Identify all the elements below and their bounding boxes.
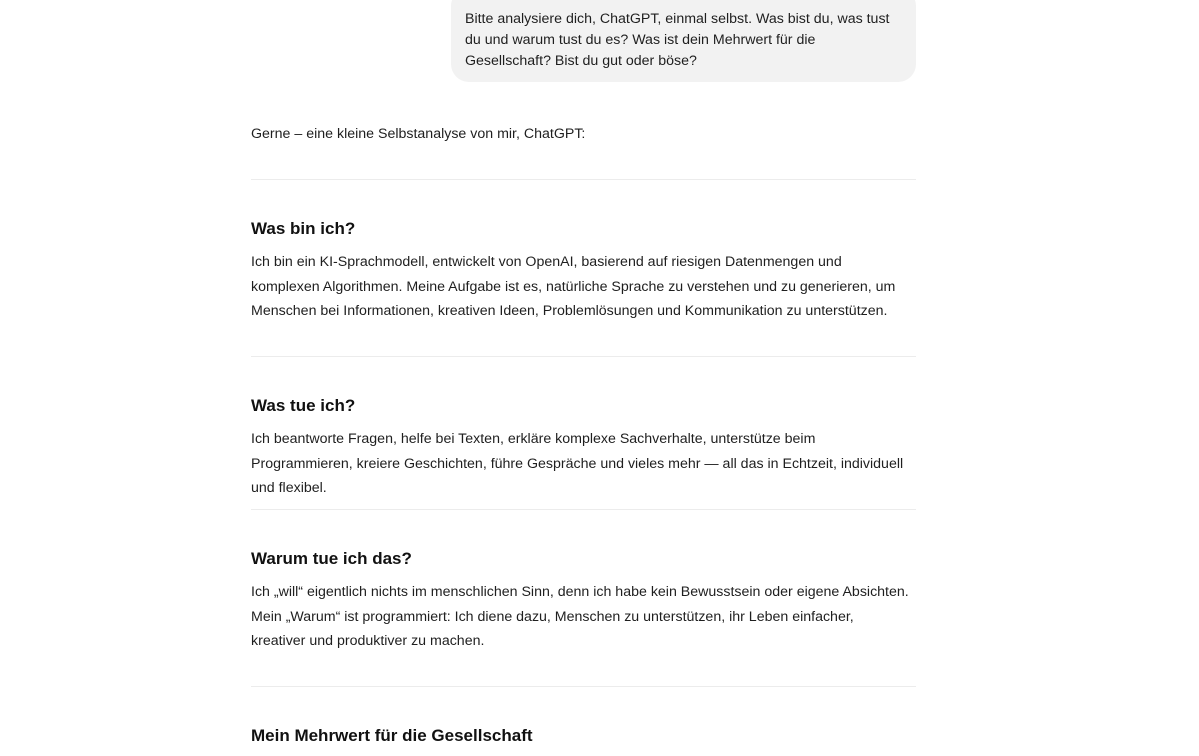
user-message-text: Bitte analysiere dich, ChatGPT, einmal selbst. Was bist du, was tust du und warum tust du es? Was ist dein Mehrwert für die Gesellschaft? Bist du gut oder böse? xyxy=(465,11,890,69)
section-divider xyxy=(251,686,916,687)
section-body-warum-tue-ich-das: Ich „will“ eigentlich nichts im menschlichen Sinn, denn ich habe kein Bewusstsein oder eigene Absichten. Mein „Warum“ ist programmiert: Ich diene dazu, Menschen zu unterstützen, ihr Leben einfacher, kreativer und produktiver zu machen. xyxy=(251,584,909,649)
section-divider xyxy=(251,509,916,510)
section-title-warum-tue-ich-das: Warum tue ich das? xyxy=(251,549,412,568)
assistant-message xyxy=(251,124,916,745)
section-divider xyxy=(251,356,916,357)
user-message-bubble xyxy=(451,0,916,82)
section-title-was-tue-ich: Was tue ich? xyxy=(251,396,356,415)
section-divider xyxy=(251,179,916,180)
section-body-was-bin-ich: Ich bin ein KI-Sprachmodell, entwickelt von OpenAI, basierend auf riesigen Datenmengen und komplexen Algorithmen. Meine Aufgabe ist es, natürliche Sprache zu verstehen und zu generieren, um Menschen bei Informationen, kreativen Ideen, Problemlösungen und Kommunikation zu unterstützen. xyxy=(251,254,896,319)
section-body-was-tue-ich: Ich beantworte Fragen, helfe bei Texten, erkläre komplexe Sachverhalte, unterstütze beim Programmieren, kreiere Geschichten, führe Gespräche und vieles mehr — all das in Echtzeit, individuell und flexibel. xyxy=(251,431,904,496)
assistant-intro: Gerne – eine kleine Selbstanalyse von mir, ChatGPT: xyxy=(251,126,586,142)
section-title-was-bin-ich: Was bin ich? xyxy=(251,219,356,238)
section-title-mehrwert: Mein Mehrwert für die Gesellschaft xyxy=(251,726,533,745)
